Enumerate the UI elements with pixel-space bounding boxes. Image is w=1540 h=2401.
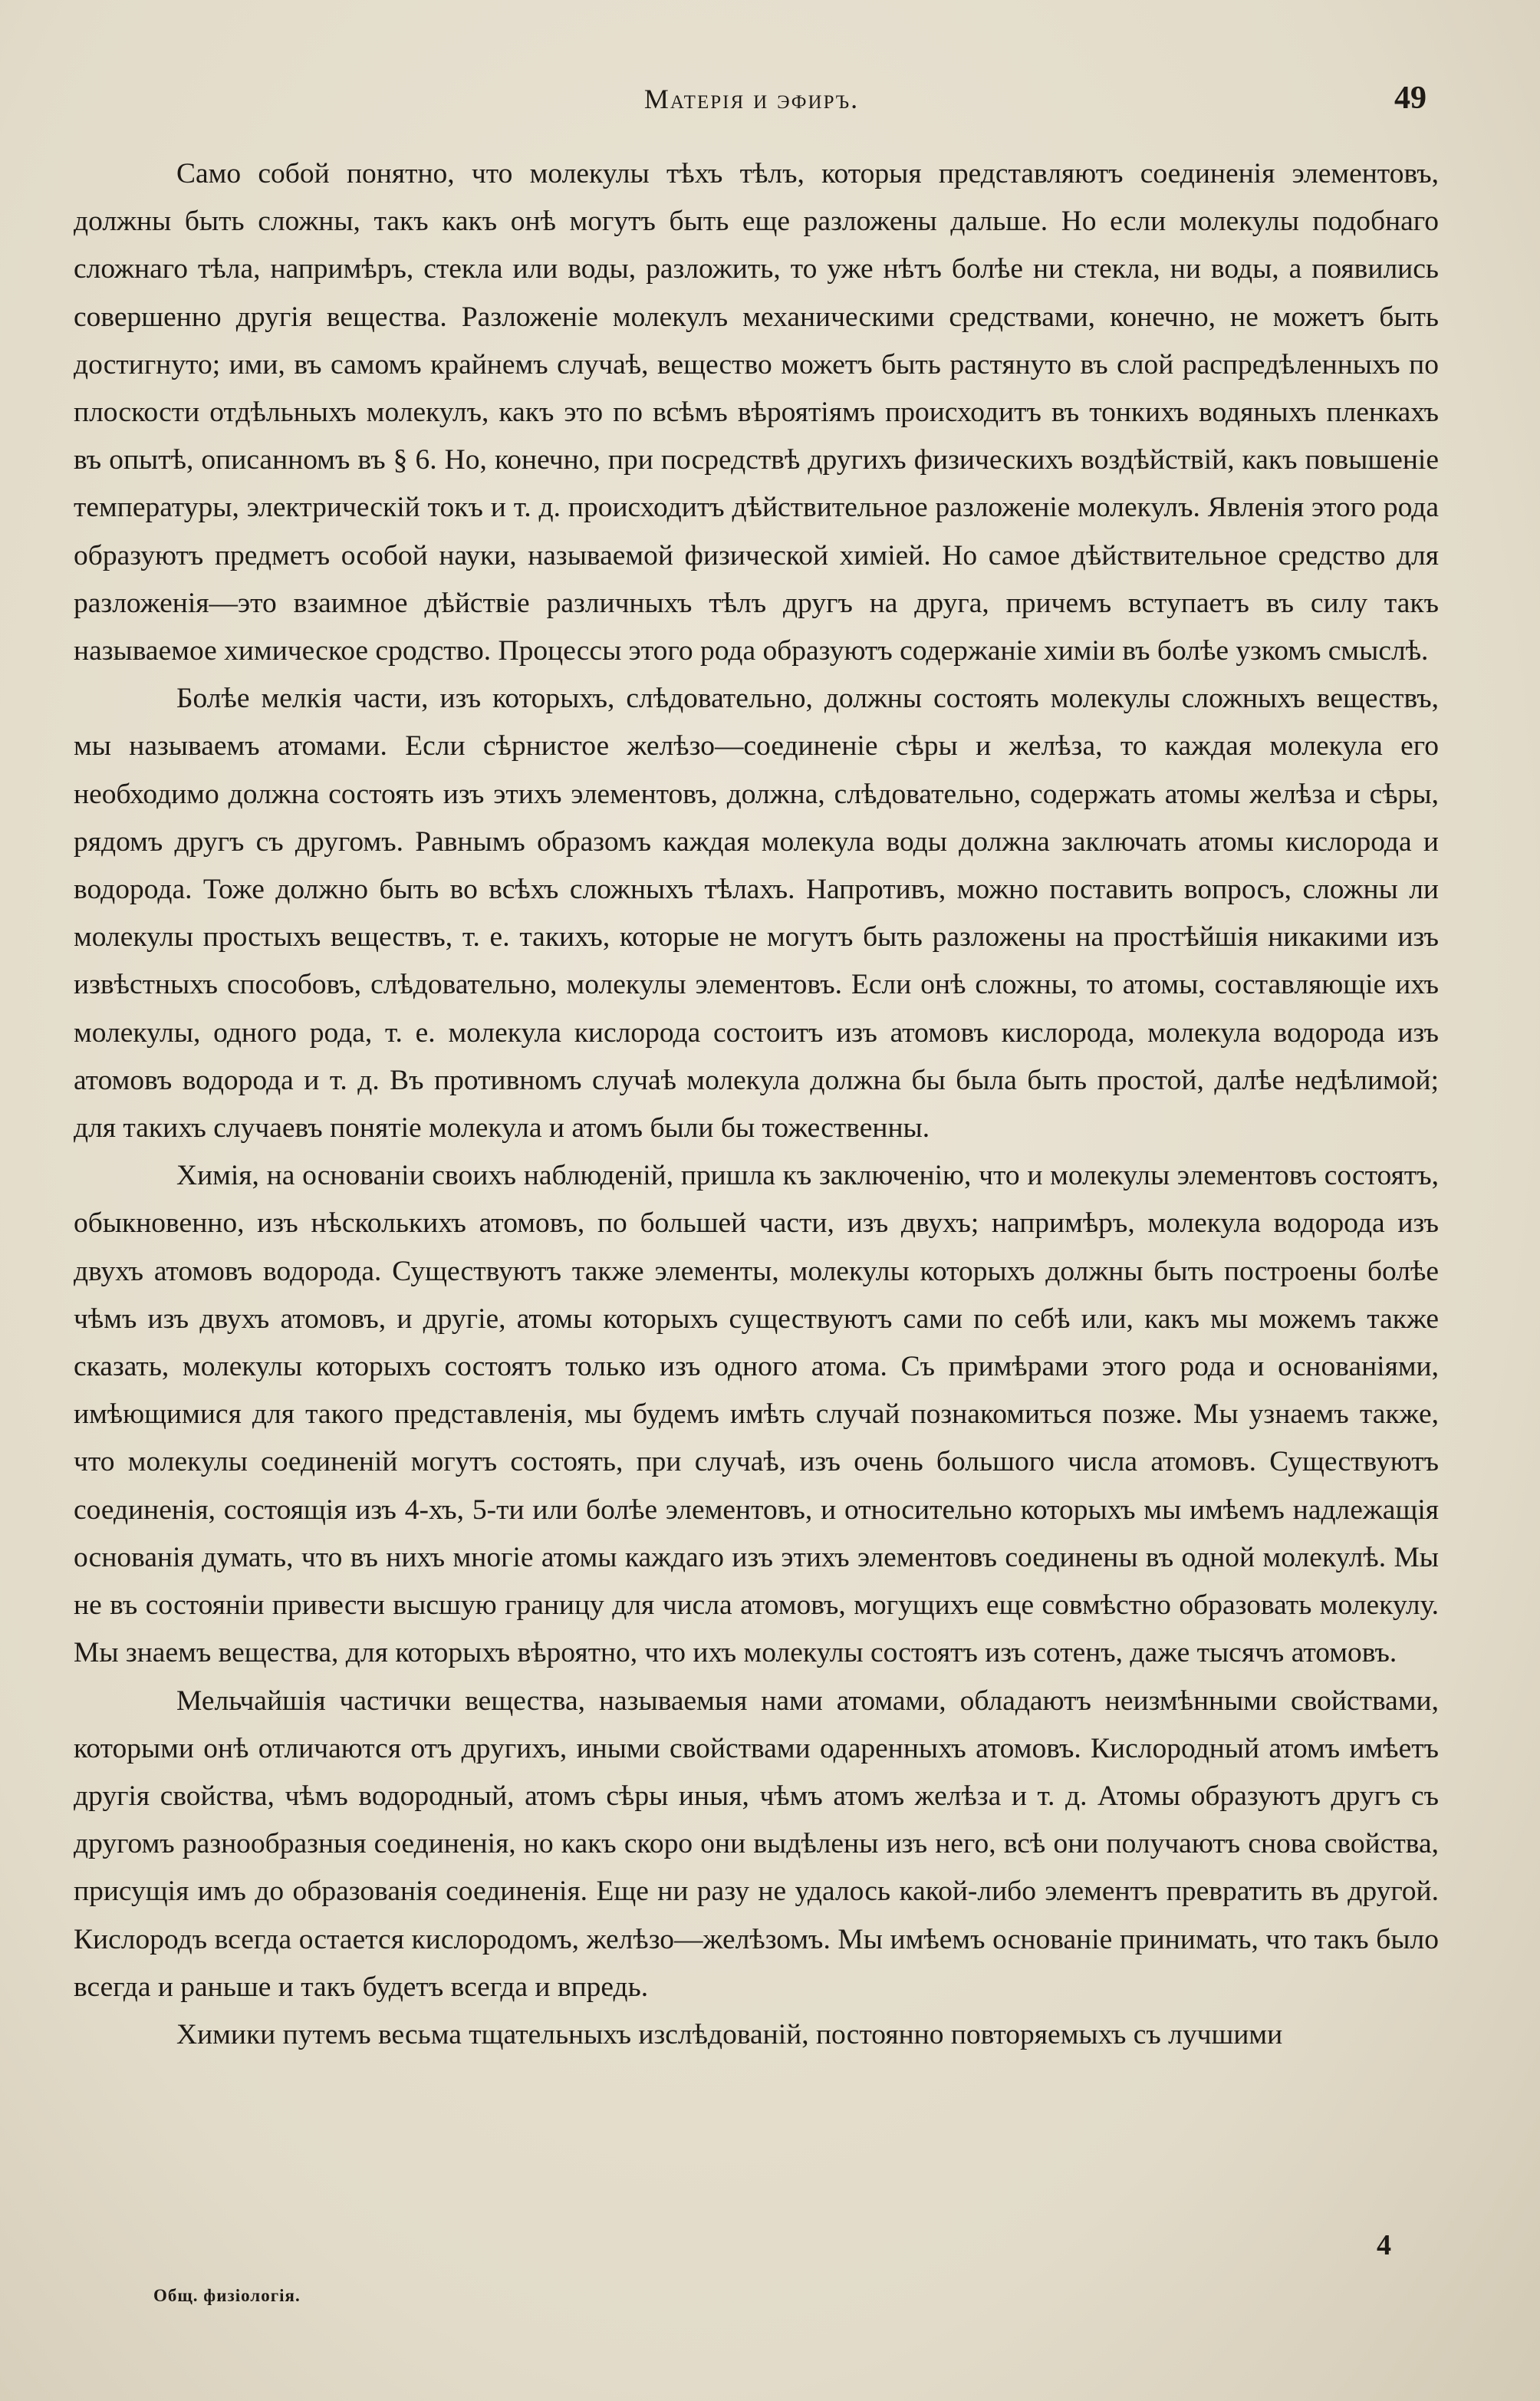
- paragraph: Химія, на основаніи своихъ наблюденій, пришла къ заключенію, что и молекулы элементовъ состоятъ, обыкновенно, изъ нѣсколькихъ атомовъ, по большей части, изъ двухъ; напримѣръ, молекула водорода изъ двухъ атомовъ водорода. Существуютъ также элементы, молекулы которыхъ должны быть построены болѣе чѣмъ изъ двухъ атомовъ, и другіе, атомы которыхъ существуютъ сами по себѣ или, какъ мы можемъ также сказать, молекулы которыхъ состоятъ только изъ одного атома. Съ примѣрами этого рода и основаніями, имѣющимися для такого представленія, мы будемъ имѣть случай познакомиться позже. Мы узнаемъ также, что молекулы соединеній могутъ состоять, при случаѣ, изъ очень большого числа атомовъ. Существуютъ соединенія, состоящія изъ 4-хъ, 5-ти или болѣе элементовъ, и относительно которыхъ мы имѣемъ надлежащія основанія думать, что въ нихъ многіе атомы каждаго изъ этихъ элементовъ соединены въ одной молекулѣ. Мы не въ состояніи привести высшую границу для числа атомовъ, могущихъ еще совмѣстно образовать молекулу. Мы знаемъ вещества, для которыхъ вѣроятно, что ихъ молекулы состоятъ изъ сотенъ, даже тысячъ атомовъ.: [74, 1160, 1439, 1669]
- paragraph: Болѣе мелкія части, изъ которыхъ, слѣдовательно, должны состоять молекулы сложныхъ веществъ, мы называемъ атомами. Если сѣрнистое желѣзо—соединеніе сѣры и желѣза, то каждая молекула его необходимо должна состоять изъ этихъ элементовъ, должна, слѣдовательно, содержать атомы желѣза и сѣры, рядомъ другъ съ другомъ. Равнымъ образомъ каждая молекула воды должна заключать атомы кислорода и водорода. Тоже должно быть во всѣхъ сложныхъ тѣлахъ. Напротивъ, можно поставить вопросъ, сложны ли молекулы простыхъ веществъ, т. е. такихъ, которые не могутъ быть разложены на простѣйшія никакими изъ извѣстныхъ способовъ, слѣдовательно, молекулы элементовъ. Если онѣ сложны, то атомы, составляющіе ихъ молекулы, одного рода, т. е. молекула кислорода состоитъ изъ атомовъ кислорода, молекула водорода изъ атомовъ водорода и т. д. Въ противномъ случаѣ молекула должна бы была быть простой, далѣе недѣлимой; для такихъ случаевъ понятіе молекула и атомъ были бы тожественны.: [74, 683, 1439, 1145]
- signature-mark: Общ. физіологія.: [153, 2286, 301, 2305]
- paragraph: Мельчайшія частички вещества, называемыя нами атомами, обладаютъ неизмѣнными свойствами, которыми онѣ отличаются отъ другихъ, иными свойствами одаренныхъ атомовъ. Кислородный атомъ имѣетъ другія свойства, чѣмъ водородный, атомъ сѣры иныя, чѣмъ атомъ желѣза и т. д. Атомы образуютъ другъ съ другомъ разнообразныя соединенія, но какъ скоро они выдѣлены изъ него, всѣ они получаютъ снова свойства, присущія имъ до образованія соединенія. Еще ни разу не удалось какой-либо элементъ превратить въ другой. Кислородъ всегда остается кислородомъ, желѣзо—желѣзомъ. Мы имѣемъ основаніе принимать, что такъ было всегда и раньше и такъ будетъ всегда и впредь.: [74, 1685, 1439, 2003]
- paragraph: Химики путемъ весьма тщательныхъ изслѣдованій, постоянно повторяемыхъ съ лучшими: [176, 2018, 1283, 2050]
- running-title: Матерія и эфиръ.: [643, 84, 860, 114]
- paragraph: Само собой понятно, что молекулы тѣхъ тѣлъ, которыя представляютъ соединенія элементовъ, должны быть сложны, такъ какъ онѣ могутъ быть еще разложены дальше. Но если молекулы подобнаго сложнаго тѣла, напримѣръ, стекла или воды, разложить, то уже нѣтъ болѣе ни стекла, ни воды, а появились совершенно другія вещества. Разложеніе молекулъ механическими средствами, конечно, не можетъ быть достигнуто; ими, въ самомъ крайнемъ случаѣ, вещество можетъ быть растянуто въ слой распредѣленныхъ по плоскости отдѣльныхъ молекулъ, какъ это по всѣмъ вѣроятіямъ происходитъ въ тонкихъ водяныхъ пленкахъ въ опытѣ, описанномъ въ § 6. Но, конечно, при посредствѣ другихъ физическихъ воздѣйствій, какъ повышеніе температуры, электрическій токъ и т. д. происходитъ дѣйствительное разложеніе молекулъ. Явленія этого рода образуютъ предметъ особой науки, называемой физической химіей. Но самое дѣйствительное средство для разложенія—это взаимное дѣйствіе различныхъ тѣлъ другъ на друга, причемъ вступаетъ въ силу такъ называемое химическое сродство. Процессы этого рода образуютъ содержаніе химіи въ болѣе узкомъ смыслѣ.: [74, 158, 1439, 667]
- signature-number: 4: [1377, 2229, 1391, 2261]
- body-text: [74, 150, 1439, 2059]
- page-header: [77, 83, 1426, 121]
- page-number: 49: [1394, 81, 1426, 116]
